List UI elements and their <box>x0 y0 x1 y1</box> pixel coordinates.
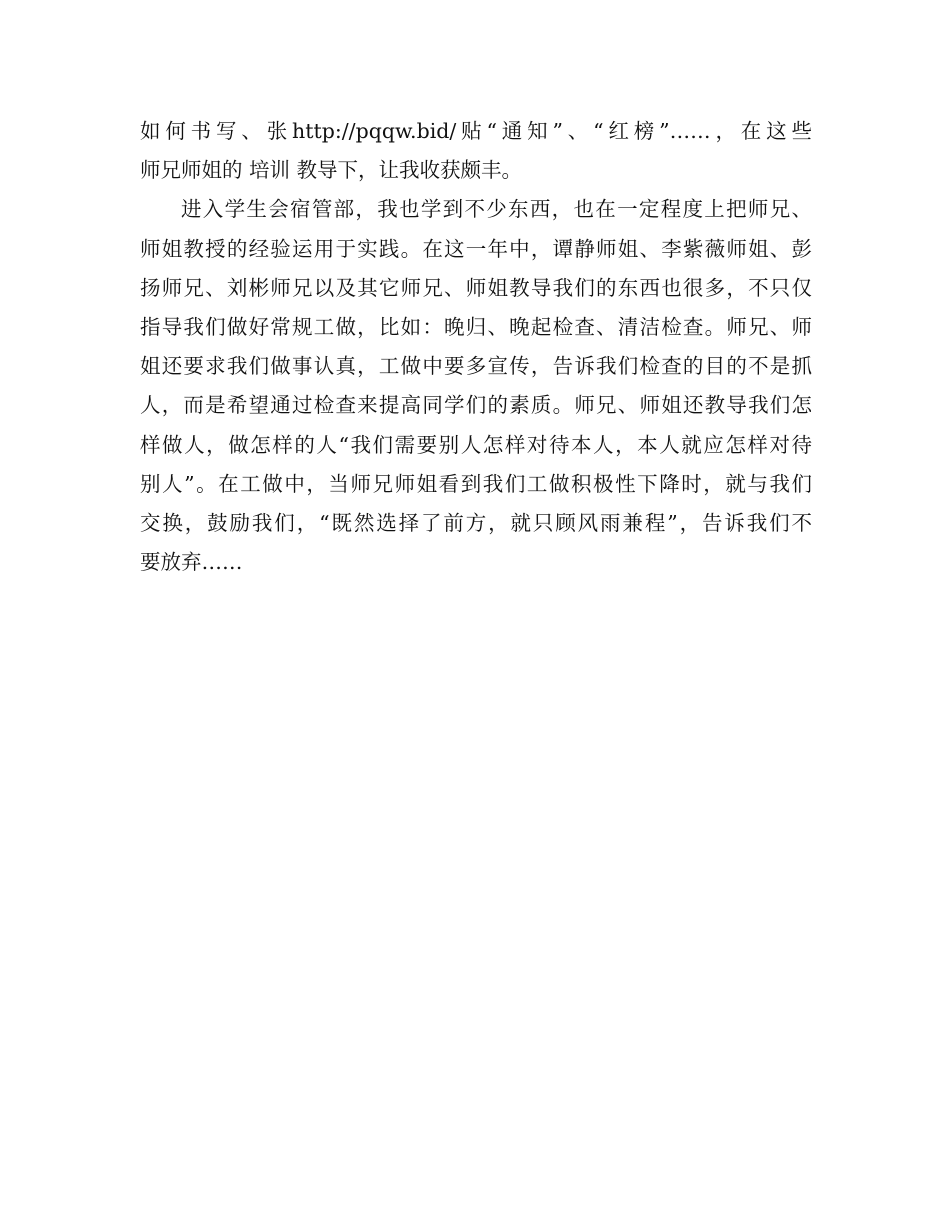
text-line: 进入学生会宿管部，我也学到不少东西，也在一定程度上把师兄、 <box>181 197 812 222</box>
text-line: 如何书写、张http://pqqw.bid/贴“通知”、“红榜”……，在这些 <box>140 119 812 143</box>
paragraph-1 <box>140 112 812 190</box>
text-line: 别人”。在工做中，当师兄师姐看到我们工做积极性下降时，就与我们 <box>140 471 812 496</box>
text-line: 师兄师姐的 培训 教导下，让我收获颇丰。 <box>140 158 523 183</box>
text-line: 交换，鼓励我们，“既然选择了前方，就只顾风雨兼程”，告诉我们不 <box>140 510 812 535</box>
text-line: 人，而是希望通过检查来提高同学们的素质。师兄、师姐还教导我们怎 <box>140 393 812 418</box>
text-line: 姐还要求我们做事认真，工做中要多宣传，告诉我们检查的目的不是抓 <box>140 354 812 379</box>
document-body <box>140 112 812 582</box>
text-line: 样做人，做怎样的人“我们需要别人怎样对待本人，本人就应怎样对待 <box>140 432 812 457</box>
text-line: 指导我们做好常规工做，比如：晚归、晚起检查、清洁检查。师兄、师 <box>140 314 812 339</box>
text-line: 师姐教授的经验运用于实践。在这一年中，谭静师姐、李紫薇师姐、彭 <box>140 236 812 261</box>
text-line: 要放弃…… <box>140 550 243 575</box>
paragraph-2 <box>140 190 812 582</box>
text-line: 扬师兄、刘彬师兄以及其它师兄、师姐教导我们的东西也很多，不只仅 <box>140 275 812 300</box>
